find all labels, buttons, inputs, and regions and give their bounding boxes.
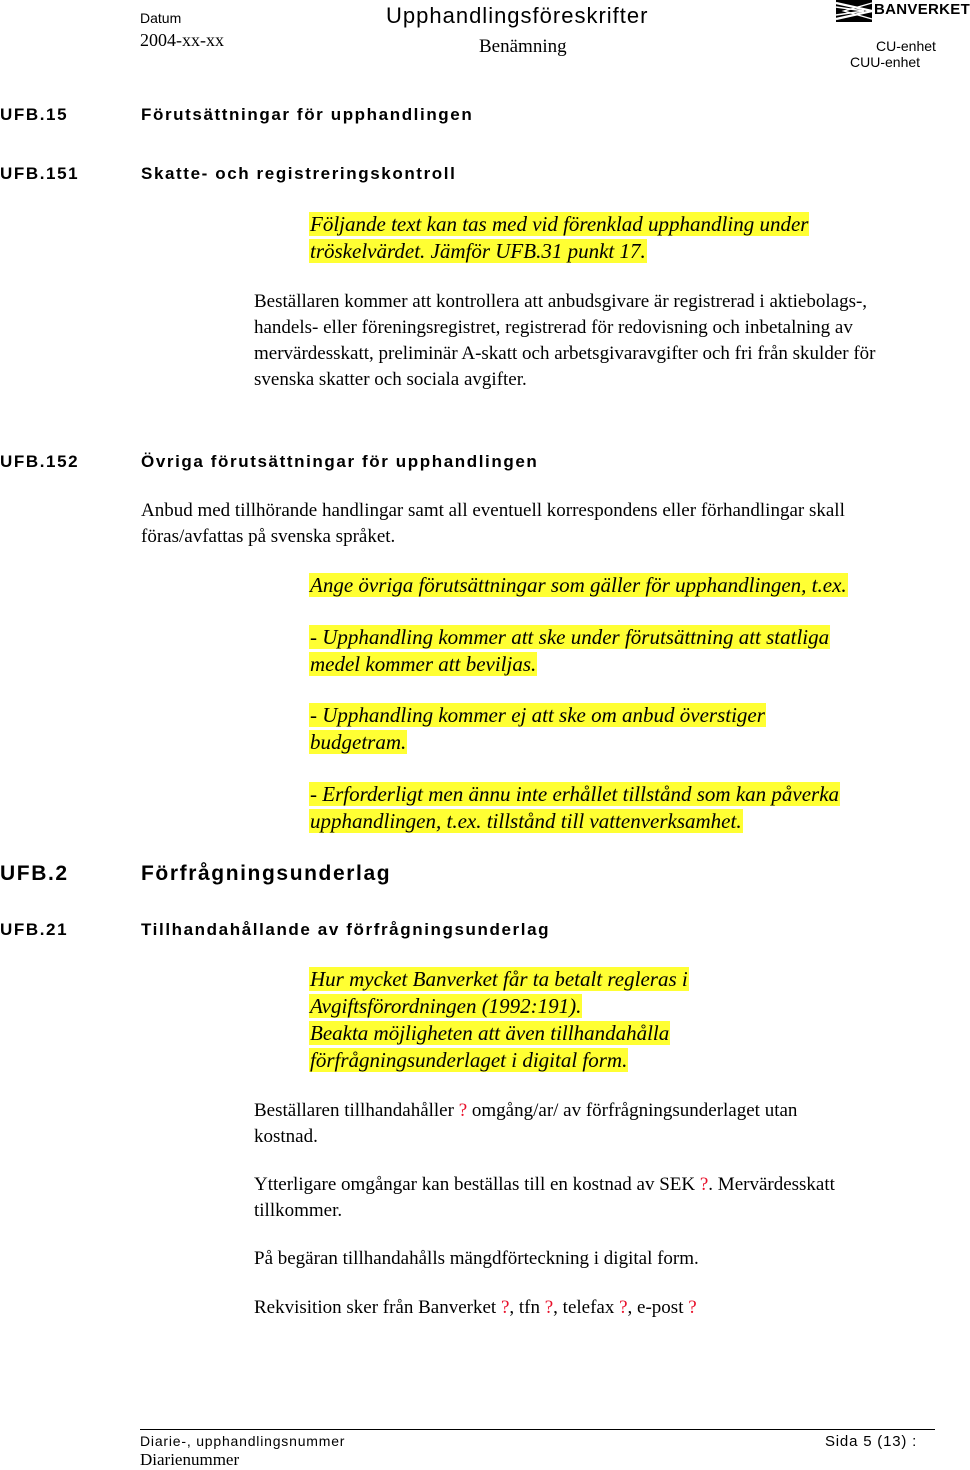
guidance-line: - Upphandling kommer ej att ske om anbud överstiger bbox=[310, 703, 765, 727]
paragraph-quantity-list: På begäran tillhandahålls mängdförteckning i digital form. bbox=[254, 1248, 699, 1269]
text-segment: Beställaren tillhandahåller bbox=[254, 1100, 454, 1121]
guidance-line: upphandlingen, t.ex. tillstånd till vattenverksamhet. bbox=[310, 809, 742, 833]
banverket-logo bbox=[836, 0, 970, 22]
cu-unit: CU-enhet bbox=[876, 38, 936, 54]
text-segment: Rekvisition sker från Banverket bbox=[254, 1297, 497, 1318]
guidance-line: medel kommer att beviljas. bbox=[310, 652, 537, 676]
placeholder-mark: ? bbox=[688, 1297, 697, 1318]
guidance-line: Hur mycket Banverket får ta betalt regleras i bbox=[310, 967, 688, 991]
guidance-line: förfrågningsunderlaget i digital form. bbox=[310, 1048, 628, 1072]
footer-diarienummer: Diarienummer bbox=[140, 1450, 240, 1469]
guidance-note-152 bbox=[309, 572, 949, 835]
paragraph-free-copies bbox=[254, 1098, 934, 1150]
paragraph-language: Anbud med tillhörande handlingar samt all eventuell korrespondens eller förhandlingar skall föras/avfattas på svenska språket. bbox=[141, 500, 845, 547]
text-segment: , telefax bbox=[553, 1297, 615, 1318]
footer-diarie-label: Diarie-, upphandlingsnummer bbox=[140, 1433, 346, 1449]
page-number: Sida 5 (13) : bbox=[825, 1433, 918, 1450]
guidance-line: - Erforderligt men ännu inte erhållet tillstånd som kan påverka bbox=[310, 782, 840, 806]
paragraph-extra-copies bbox=[254, 1172, 944, 1224]
guidance-note-151 bbox=[309, 211, 809, 265]
placeholder-mark: ? bbox=[699, 1174, 709, 1195]
text-segment: . Mervärdesskatt bbox=[708, 1174, 835, 1195]
banverket-logo-icon bbox=[836, 0, 872, 22]
document-title: Upphandlingsföreskrifter bbox=[386, 3, 649, 28]
date-label: Datum bbox=[140, 10, 182, 26]
section-title-ufb21: Tillhandahållande av förfrågningsunderlag bbox=[141, 920, 551, 939]
guidance-note-21 bbox=[309, 966, 949, 1074]
guidance-line: Avgiftsförordningen (1992:191). bbox=[310, 994, 582, 1018]
text-segment: tillkommer. bbox=[254, 1200, 343, 1221]
guidance-line: budgetram. bbox=[310, 730, 407, 754]
section-code-ufb2: UFB.2 bbox=[0, 862, 69, 885]
section-code-ufb15: UFB.15 bbox=[0, 105, 69, 124]
paragraph-requisition bbox=[254, 1295, 697, 1321]
guidance-line: tröskelvärdet. Jämför UFB.31 punkt 17. bbox=[310, 239, 646, 263]
text-segment: Ytterligare omgångar kan beställas till en kostnad av SEK bbox=[254, 1174, 696, 1195]
placeholder-mark: ? bbox=[619, 1297, 628, 1318]
section-title-ufb151: Skatte- och registreringskontroll bbox=[141, 164, 457, 183]
section-code-ufb151: UFB.151 bbox=[0, 164, 80, 183]
guidance-line: Följande text kan tas med vid förenklad upphandling under bbox=[310, 212, 809, 236]
text-segment: omgång/ar/ av förfrågningsunderlaget utan bbox=[467, 1100, 798, 1121]
section-title-ufb15: Förutsättningar för upphandlingen bbox=[141, 105, 474, 124]
section-code-ufb152: UFB.152 bbox=[0, 452, 80, 471]
text-segment: kostnad. bbox=[254, 1126, 318, 1147]
placeholder-mark: ? bbox=[458, 1100, 468, 1121]
guidance-line: Ange övriga förutsättningar som gäller för upphandlingen, t.ex. bbox=[310, 573, 847, 597]
footer-rule bbox=[140, 1429, 935, 1430]
section-code-ufb21: UFB.21 bbox=[0, 920, 69, 939]
logo-text: BANVERKET bbox=[874, 1, 970, 18]
cuu-unit: CUU-enhet bbox=[850, 54, 921, 70]
date-value: 2004-xx-xx bbox=[140, 30, 224, 50]
guidance-line: - Upphandling kommer att ske under förutsättning att statliga bbox=[310, 625, 830, 649]
section-title-ufb2: Förfrågningsunderlag bbox=[141, 862, 392, 885]
text-segment: , tfn bbox=[509, 1297, 540, 1318]
designation-label: Benämning bbox=[479, 36, 567, 57]
guidance-line: Beakta möjligheten att även tillhandahålla bbox=[310, 1021, 670, 1045]
paragraph-tax-control: Beställaren kommer att kontrollera att anbudsgivare är registrerad i aktiebolags-, handels- eller föreningsregistret, registrerad för redovisning och inbetalning av mervärdesskatt, preliminär A-skatt och arbetsgivaravgifter och fri från skulder för svenska skatter och sociala avgifter. bbox=[254, 291, 876, 390]
placeholder-mark: ? bbox=[500, 1297, 510, 1318]
placeholder-mark: ? bbox=[544, 1297, 554, 1318]
section-title-ufb152: Övriga förutsättningar för upphandlingen bbox=[141, 452, 539, 471]
text-segment: , e-post bbox=[627, 1297, 684, 1318]
